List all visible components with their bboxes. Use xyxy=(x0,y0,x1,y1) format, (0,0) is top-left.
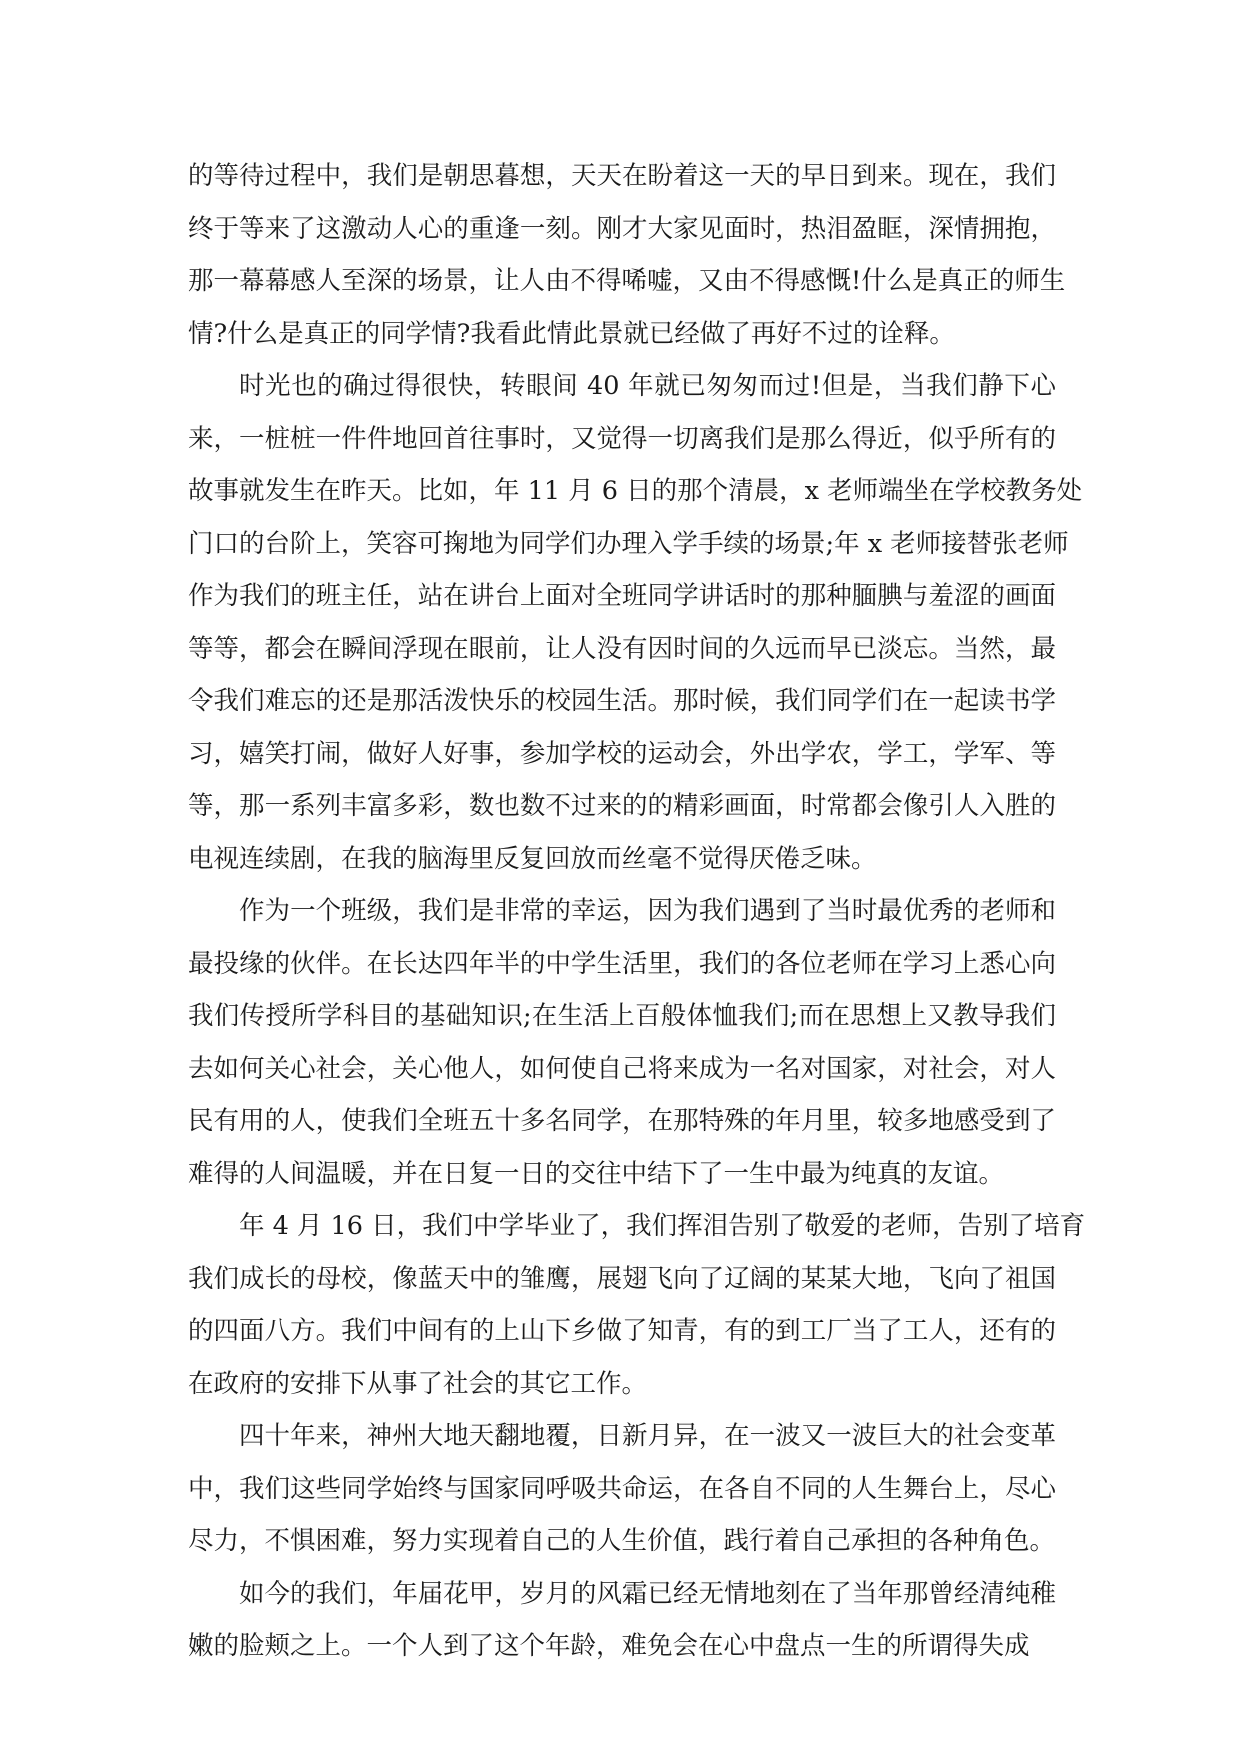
text-line: 嫩的脸颊之上。一个人到了这个年龄，难免会在心中盘点一生的所谓得失成 xyxy=(188,1631,1030,1661)
text-line: 我们成长的母校，像蓝天中的雏鹰，展翅飞向了辽阔的某某大地，飞向了祖国 xyxy=(188,1263,1056,1294)
text-line: 难得的人间温暖，并在日复一日的交往中结下了一生中最为纯真的友谊。 xyxy=(188,1158,1005,1189)
document-body xyxy=(188,150,1086,1673)
paragraph-4 xyxy=(188,1200,1086,1410)
text-line: 中，我们这些同学始终与国家同呼吸共命运，在各自不同的人生舞台上，尽心 xyxy=(188,1473,1056,1504)
text-line: 情?什么是真正的同学情?我看此情此景就已经做了再好不过的诠释。 xyxy=(188,318,955,349)
text-line: 民有用的人，使我们全班五十多名同学，在那特殊的年月里，较多地感受到了 xyxy=(188,1106,1056,1136)
paragraph-6 xyxy=(188,1568,1056,1673)
text-line: 的等待过程中，我们是朝思暮想，天天在盼着这一天的早日到来。现在，我们 xyxy=(188,161,1056,191)
text-line: 那一幕幕感人至深的场景，让人由不得唏嘘，又由不得感慨!什么是真正的师生 xyxy=(188,266,1066,296)
text-line: 在政府的安排下从事了社会的其它工作。 xyxy=(188,1368,648,1399)
text-line: 时光也的确过得很快，转眼间 40 年就已匆匆而过!但是，当我们静下心 xyxy=(239,371,1056,401)
text-line: 最投缘的伙伴。在长达四年半的中学生活里，我们的各位老师在学习上悉心向 xyxy=(188,948,1056,979)
text-line: 我们传授所学科目的基础知识;在生活上百般体恤我们;而在思想上又教导我们 xyxy=(188,1001,1056,1031)
text-line: 电视连续剧，在我的脑海里反复回放而丝毫不觉得厌倦乏味。 xyxy=(188,843,877,874)
text-line: 令我们难忘的还是那活泼快乐的校园生活。那时候，我们同学们在一起读书学 xyxy=(188,686,1056,716)
text-line: 如今的我们，年届花甲，岁月的风霜已经无情地刻在了当年那曾经清纯稚 xyxy=(239,1578,1056,1609)
text-line: 故事就发生在昨天。比如，年 11 月 6 日的那个清晨，x 老师端坐在学校教务处 xyxy=(188,476,1083,506)
text-line: 年 4 月 16 日，我们中学毕业了，我们挥泪告别了敬爱的老师，告别了培育 xyxy=(239,1211,1086,1241)
text-line: 尽力，不惧困难，努力实现着自己的人生价值，践行着自己承担的各种角色。 xyxy=(188,1526,1056,1556)
text-line: 去如何关心社会，关心他人，如何使自己将来成为一名对国家，对社会，对人 xyxy=(188,1053,1056,1084)
text-line: 习，嬉笑打闹，做好人好事，参加学校的运动会，外出学农，学工，学军、等 xyxy=(188,738,1056,769)
text-line: 终于等来了这激动人心的重逢一刻。刚才大家见面时，热泪盈眶，深情拥抱， xyxy=(188,213,1056,244)
paragraph-3 xyxy=(188,885,1056,1200)
text-line: 的四面八方。我们中间有的上山下乡做了知青，有的到工厂当了工人，还有的 xyxy=(188,1316,1056,1346)
text-line: 等，那一系列丰富多彩，数也数不过来的的精彩画面，时常都会像引人入胜的 xyxy=(188,791,1056,821)
text-line: 作为我们的班主任，站在讲台上面对全班同学讲话时的那种腼腆与羞涩的画面 xyxy=(188,581,1056,611)
text-line: 等等，都会在瞬间浮现在眼前，让人没有因时间的久远而早已淡忘。当然，最 xyxy=(188,633,1056,664)
text-line: 门口的台阶上，笑容可掬地为同学们办理入学手续的场景;年 x 老师接替张老师 xyxy=(188,528,1069,559)
paragraph-5 xyxy=(188,1410,1056,1568)
paragraph-1 xyxy=(188,150,1066,360)
paragraph-2 xyxy=(188,360,1083,885)
text-line: 四十年来，神州大地天翻地覆，日新月异，在一波又一波巨大的社会变革 xyxy=(239,1421,1056,1451)
text-line: 作为一个班级，我们是非常的幸运，因为我们遇到了当时最优秀的老师和 xyxy=(239,896,1056,926)
text-line: 来，一桩桩一件件地回首往事时，又觉得一切离我们是那么得近，似乎所有的 xyxy=(188,423,1056,454)
